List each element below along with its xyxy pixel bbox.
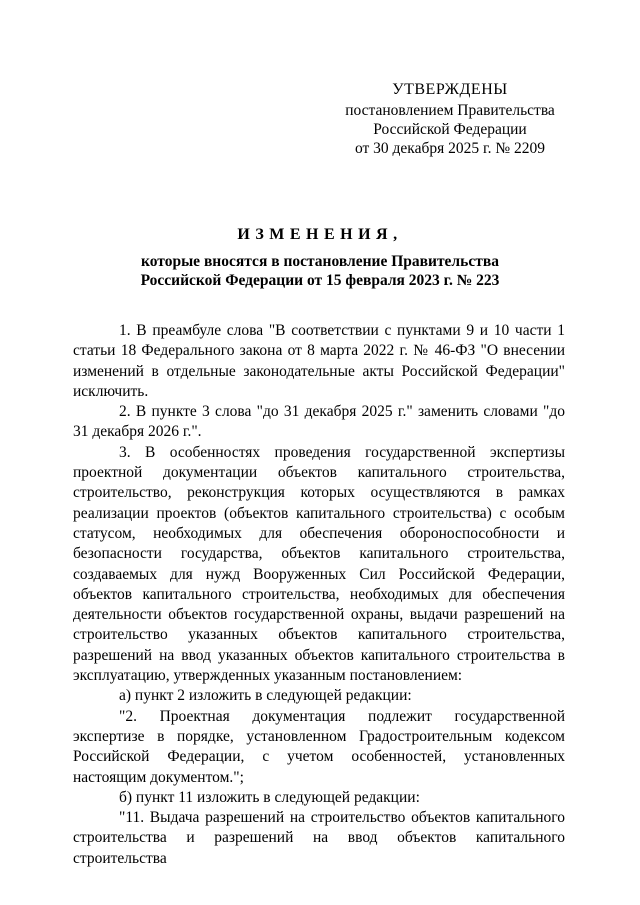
paragraph-2: 2. В пункте 3 слова "до 31 декабря 2025 г." заменить словами "до 31 декабря 2026 г.". [73, 403, 565, 441]
approval-stamp [340, 80, 560, 158]
paragraph-1: 1. В преамбуле слова "В соответствии с пунктами 9 и 10 части 1 статьи 18 Федерального закона от 8 марта 2022 г. № 46-ФЗ "О внесении изменений в отдельные законодательные акты Российской Федерации" исключить. [73, 322, 565, 400]
approval-line-1: постановлением Правительства [345, 102, 555, 119]
document-heading [70, 226, 570, 290]
approval-title: УТВЕРЖДЕНЫ [392, 81, 508, 98]
paragraph-3b: б) пункт 11 изложить в следующей редакции: [119, 788, 420, 806]
paragraph-3a: а) пункт 2 изложить в следующей редакции: [119, 687, 412, 705]
approval-line-3: от 30 декабря 2025 г. № 2209 [354, 140, 546, 157]
paragraph-3b-quote: "11. Выдача разрешений на строительство объектов капитального строительства и разрешений на ввод объектов капитального строительства [73, 809, 565, 867]
approval-line-2: Российской Федерации [373, 121, 527, 138]
heading-subtitle-2: Российской Федерации от 15 февраля 2023 г. № 223 [140, 272, 500, 289]
paragraph-3: 3. В особенностях проведения государственной экспертизы проектной документации объектов капитального строительства, строительство, реконструкция которых осуществляются в рамках реализации проектов (объектов капитального строительства) с особым статусом, необходимых для обеспечения обороноспособности и безопасности государства, объектов капитального строительства, создаваемых для нужд Вооруженных Сил Российской Федерации, объектов капитального строительства, необходимых для обеспечения деятельности объектов государственной охраны, выдачи разрешений на строительство указанных объектов капитального строительства, разрешений на ввод указанных объектов капитального строительства в эксплуатацию, утвержденных указанным постановлением: [73, 443, 565, 685]
document-body [73, 321, 565, 869]
paragraph-3a-quote: "2. Проектная документация подлежит государственной экспертизе в порядке, установленном Градостроительным кодексом Российской Федерации, с учетом особенностей, установленных настоящим документом."; [73, 707, 565, 786]
heading-title: ИЗМЕНЕНИЯ, [237, 226, 403, 243]
heading-subtitle-1: которые вносятся в постановление Правительства [141, 253, 499, 270]
